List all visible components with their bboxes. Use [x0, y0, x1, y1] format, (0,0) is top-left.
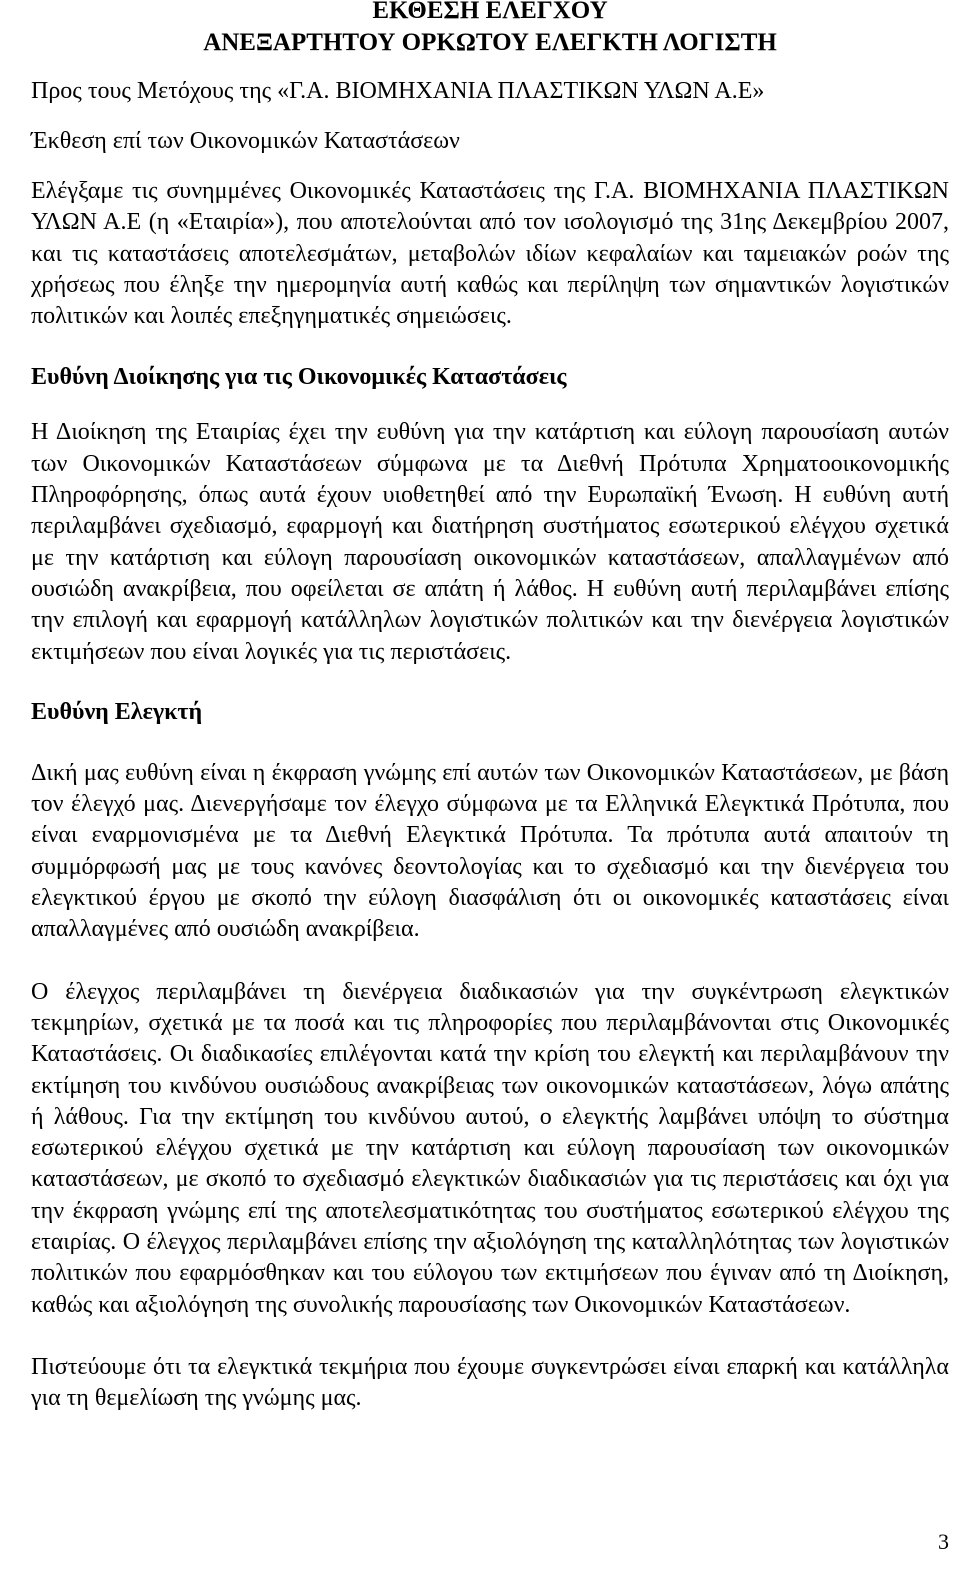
page-number: 3	[938, 1529, 949, 1554]
auditor-responsibility-paragraph-3: Πιστεύουμε ότι τα ελεγκτικά τεκμήρια που έχουμε συγκεντρώσει είναι επαρκή και κατάλληλα για τη θεμελίωση της γνώμης μας.	[31, 1353, 949, 1412]
report-title-line-2: ΑΝΕΞΑΡΤΗΤΟΥ ΟΡΚΩΤΟΥ ΕΛΕΓΚΤΗ ΛΟΓΙΣΤΗ	[203, 29, 777, 56]
management-responsibility-paragraph: Η Διοίκηση της Εταιρίας έχει την ευθύνη για την κατάρτιση και εύλογη παρουσίαση αυτών των Οικονομικών Καταστάσεων σύμφωνα με τα Διεθνή Πρότυπα Χρηματοοικονομικής Πληροφόρησης, όπως αυτά έχουν υιοθετηθεί από την Ευρωπαϊκή Ένωση. Η ευθύνη αυτή περιλαμβάνει σχεδιασμό, εφαρμογή και διατήρηση συστήματος εσωτερικού ελέγχου σχετικά με την κατάρτιση και εύλογη παρουσίαση οικονομικών καταστάσεων, απαλλαγμένων από ουσιώδη ανακρίβεια, που οφείλεται σε απάτη ή λάθος. Η ευθύνη αυτή περιλαμβάνει επίσης την επιλογή και εφαρμογή κατάλληλων λογιστικών πολιτικών και την διενέργεια λογιστικών εκτιμήσεων που είναι λογικές για τις περιστάσεις.	[31, 419, 949, 665]
report-subject: Έκθεση επί των Οικονομικών Καταστάσεων	[31, 128, 460, 154]
auditor-responsibility-paragraph-1: Δική μας ευθύνη είναι η έκφραση γνώμης επί αυτών των Οικονομικών Καταστάσεων, με βάση τον έλεγχό μας. Διενεργήσαμε τον έλεγχο σύμφωνα με τα Ελληνικά Ελεγκτικά Πρότυπα, που είναι εναρμονισμένα με τα Διεθνή Ελεγκτικά Πρότυπα. Τα πρότυπα αυτά απαιτούν τη συμμόρφωσή μας με τους κανόνες δεοντολογίας και το σχεδιασμό και την διενέργεια του ελεγκτικού έργου με σκοπό την εύλογη διασφάλιση ότι οι οικονομικές καταστάσεις είναι απαλλαγμένες από ουσιώδη ανακρίβεια.	[31, 759, 949, 943]
document-page	[31, 0, 949, 1415]
addressee: Προς τους Μετόχους της «Γ.Α. ΒΙΟΜΗΧΑΝΙΑ ΠΛΑΣΤΙΚΩΝ ΥΛΩΝ Α.Ε»	[31, 78, 765, 104]
report-title-line-1: ΕΚΘΕΣΗ ΕΛΕΓΧΟΥ	[372, 0, 608, 24]
auditor-responsibility-heading: Ευθύνη Ελεγκτή	[31, 698, 203, 725]
intro-paragraph: Ελέγξαμε τις συνημμένες Οικονομικές Καταστάσεις της Γ.Α. ΒΙΟΜΗΧΑΝΙΑ ΠΛΑΣΤΙΚΩΝ ΥΛΩΝ Α.Ε (η «Εταιρία»), που αποτελούνται από τον ισολογισμό της 31ης Δεκεμβρίου 2007, και τις καταστάσεις αποτελεσμάτων, μεταβολών ιδίων κεφαλαίων και ταμειακών ροών της χρήσεως που έληξε την ημερομηνία αυτή καθώς και περίληψη των σημαντικών λογιστικών πολιτικών και λοιπές επεξηγηματικές σημειώσεις.	[31, 178, 949, 330]
management-responsibility-heading: Ευθύνη Διοίκησης για τις Οικονομικές Καταστάσεις	[31, 364, 567, 391]
auditor-responsibility-paragraph-2: Ο έλεγχος περιλαμβάνει τη διενέργεια διαδικασιών για την συγκέντρωση ελεγκτικών τεκμηρίων, σχετικά με τα ποσά και τις πληροφορίες που περιλαμβάνονται στις Οικονομικές Καταστάσεις. Οι διαδικασίες επιλέγονται κατά την κρίση του ελεγκτή και περιλαμβάνουν την εκτίμηση του κινδύνου ουσιώδους ανακρίβειας των οικονομικών καταστάσεων, λόγω απάτης ή λάθους. Για την εκτίμηση του κινδύνου αυτού, ο ελεγκτής λαμβάνει υπόψη το σύστημα εσωτερικού ελέγχου σχετικά με την κατάρτιση και εύλογη παρουσίαση των οικονομικών καταστάσεων, με σκοπό το σχεδιασμό ελεγκτικών διαδικασιών για τις περιστάσεις και όχι για την έκφραση γνώμης επί της αποτελεσματικότητας του συστήματος εσωτερικού ελέγχου της εταιρίας. Ο έλεγχος περιλαμβάνει επίσης την αξιολόγηση της καταλληλότητας των λογιστικών πολιτικών που εφαρμόσθηκαν και του εύλογου των εκτιμήσεων που έγιναν από τη Διοίκηση, καθώς και αξιολόγηση της συνολικής παρουσίασης των Οικονομικών Καταστάσεων.	[31, 978, 949, 1318]
